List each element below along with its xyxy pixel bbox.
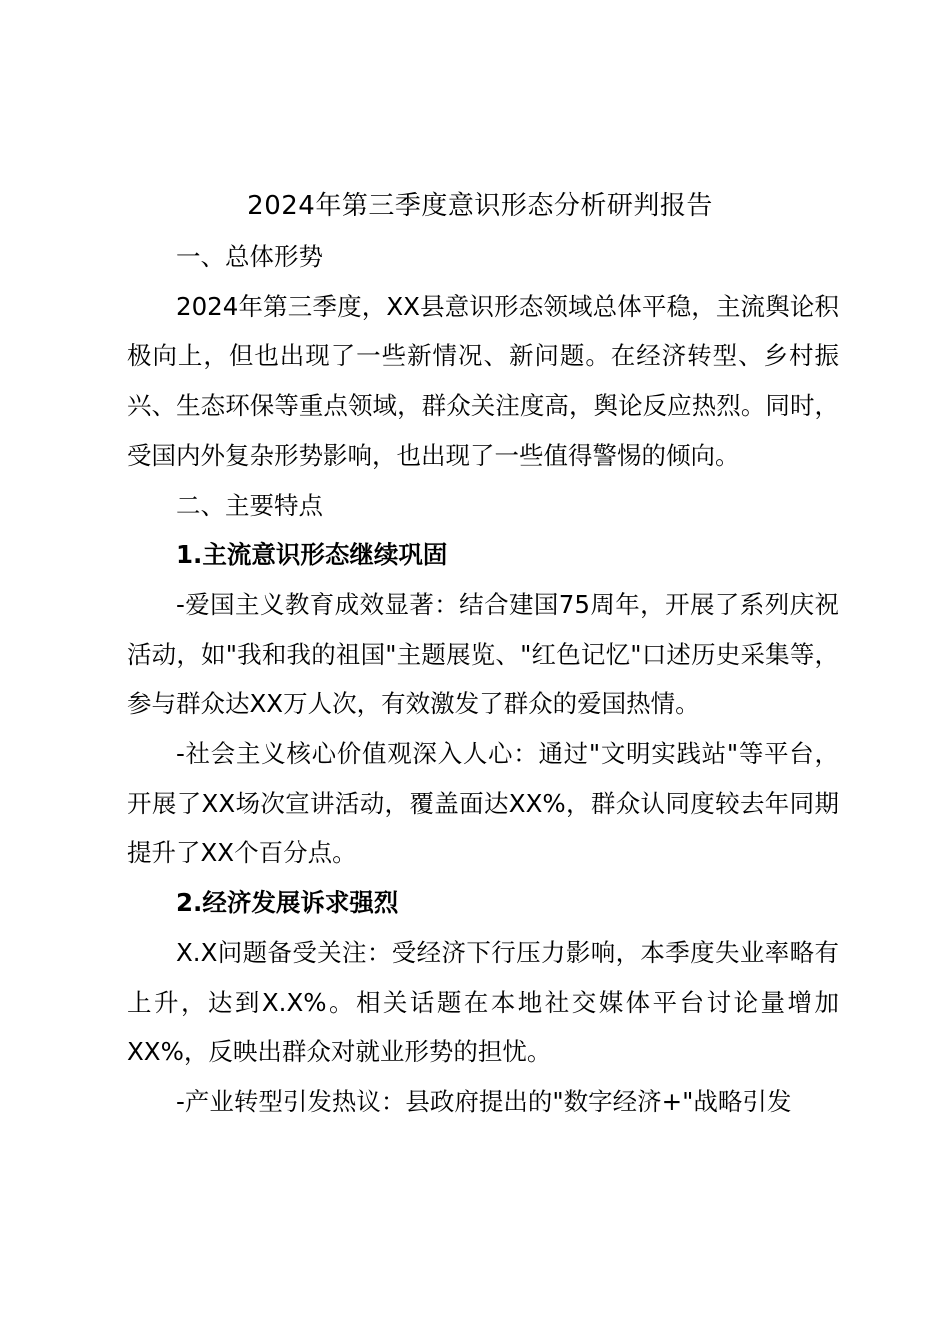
paragraph-employment: X.X问题备受关注：受经济下行压力影响，本季度失业率略有上升，达到X.X%。相关话题在本地社交媒体平台讨论量增加XX%，反映出群众对就业形势的担忧。 [127, 937, 839, 1067]
section-heading-overall: 一、总体形势 [176, 242, 323, 271]
section-heading-features: 二、主要特点 [176, 490, 323, 520]
paragraph-core-values: -社会主义核心价值观深入人心：通过"文明实践站"等平台，开展了XX场次宣讲活动，覆盖面达XX%，群众认同度较去年同期提升了XX个百分点。 [127, 739, 839, 868]
document-body [127, 232, 839, 1127]
subheading-economic-demands: 2.经济发展诉求强烈 [176, 888, 399, 918]
document-title: 2024年第三季度意识形态分析研判报告 [247, 191, 713, 221]
paragraph-industry-transition: -产业转型引发热议：县政府提出的"数字经济+"战略引发 [176, 1086, 792, 1116]
subheading-mainstream-ideology: 1.主流意识形态继续巩固 [176, 540, 448, 570]
paragraph-overall: 2024年第三季度，XX县意识形态领域总体平稳，主流舆论积极向上，但也出现了一些新情况、新问题。在经济转型、乡村振兴、生态环保等重点领域，群众关注度高，舆论反应热烈。同时，受国内外复杂形势影响，也出现了一些值得警惕的倾向。 [127, 291, 839, 470]
paragraph-patriotic-education: -爱国主义教育成效显著：结合建国75周年，开展了系列庆祝活动，如"我和我的祖国"主题展览、"红色记忆"口述历史采集等，参与群众达XX万人次，有效激发了群众的爱国热情。 [127, 589, 839, 719]
